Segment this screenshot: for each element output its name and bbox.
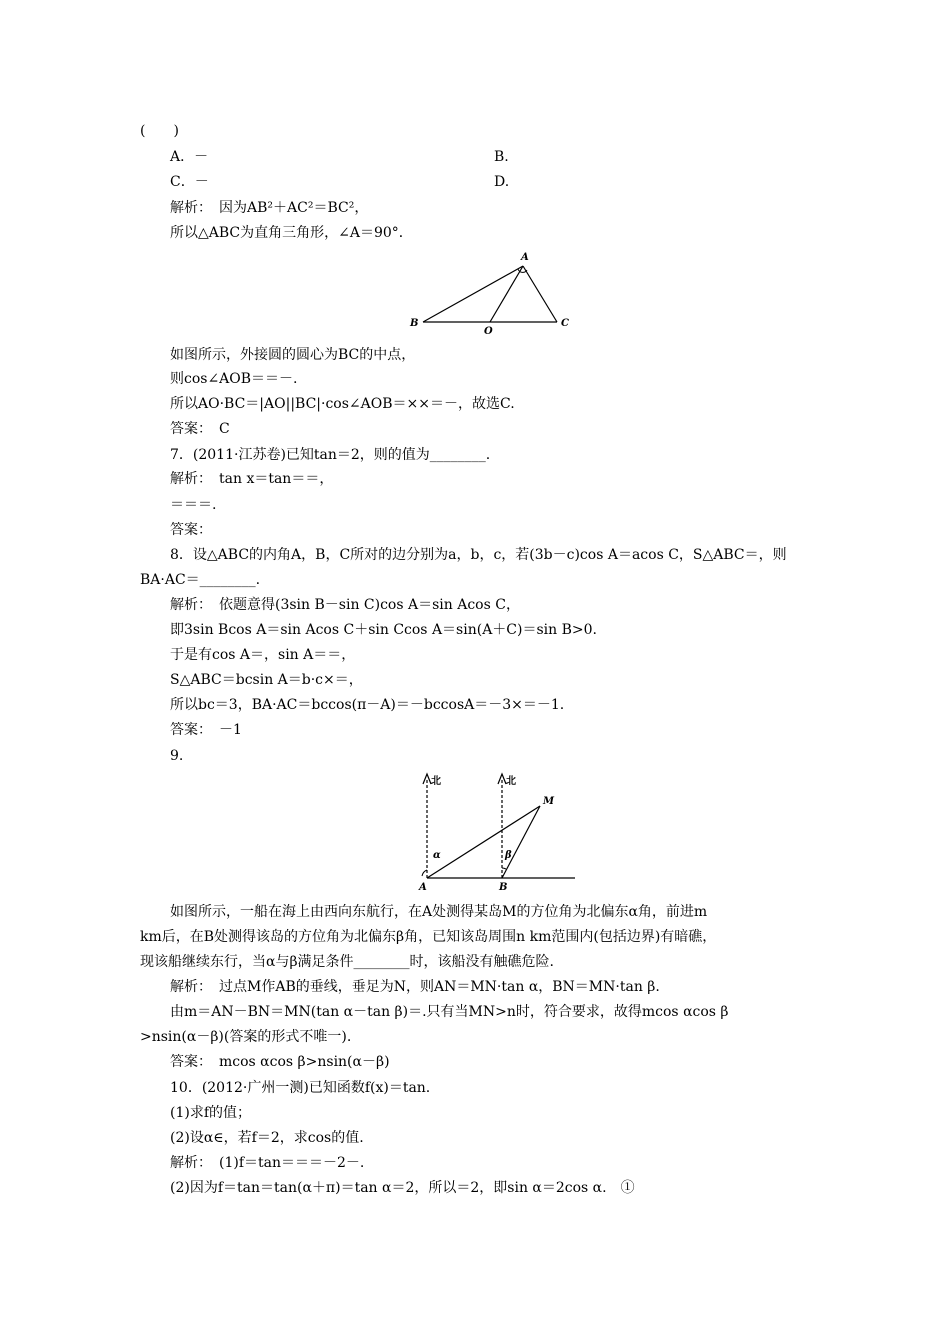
option-a: A．－: [170, 149, 209, 165]
question-9: 9.: [170, 748, 184, 764]
navigation-figure: [405, 766, 585, 896]
answer-line: 答案： mcos αcos β>nsin(α－β): [170, 1054, 390, 1070]
text-line: S△ABC＝bcsin A＝b·c×＝，: [170, 672, 363, 688]
paren-blank: ( ): [140, 123, 179, 139]
text-line: (2)设α∈，若f＝2，求cos的值.: [170, 1130, 364, 1146]
fig1-label-o: O: [484, 326, 493, 337]
text-line: 于是有cos A＝，sin A＝＝，: [170, 647, 356, 663]
text-line: 所以AO·BC＝|AO||BC|·cos∠AOB＝××＝－，故选C.: [170, 396, 515, 412]
option-c: C．－: [170, 174, 209, 190]
text-line: 由m＝AN－BN＝MN(tan α－tan β)＝.只有当MN>n时，符合要求，故得mcos αcos β: [170, 1004, 729, 1020]
text-line: 解析： tan x＝tan＝＝，: [170, 471, 334, 487]
fig2-label-alpha: α: [433, 850, 441, 861]
text-line: km后，在B处测得该岛的方位角为北偏东β角，已知该岛周围n km范围内(包括边界)有暗礁，: [140, 929, 717, 945]
text-line: 现该船继续东行，当α与β满足条件________时，该船没有触礁危险.: [140, 954, 554, 970]
text-line: 所以bc＝3，BA·AC＝bccos(π－A)＝－bccosA＝－3×＝－1.: [170, 697, 565, 713]
question-7: 7．(2011·江苏卷)已知tan＝2，则的值为________.: [170, 447, 491, 463]
text-line: 即3sin Bcos A＝sin Acos C＋sin Ccos A＝sin(A＋C)＝sin B>0.: [170, 622, 597, 638]
fig2-label-a: A: [419, 882, 427, 893]
triangle-figure: [405, 246, 585, 340]
text-line: 如图所示，一船在海上由西向东航行，在A处测得某岛M的方位角为北偏东α角，前进m: [170, 904, 708, 920]
fig2-label-b: B: [499, 882, 508, 893]
fig2-label-north-a: 北: [431, 776, 441, 787]
fig1-label-c: C: [561, 318, 569, 329]
text-line: >nsin(α－β)(答案的形式不唯一).: [140, 1029, 352, 1045]
fig2-label-north-b: 北: [506, 776, 516, 787]
fig1-label-a: A: [521, 252, 529, 263]
text-line: 解析： 过点M作AB的垂线，垂足为N，则AN＝MN·tan α，BN＝MN·tan β.: [170, 979, 660, 995]
text-line: 解析： 因为AB²＋AC²＝BC²，: [170, 200, 369, 216]
question-10: 10．(2012·广州一测)已知函数f(x)＝tan.: [170, 1080, 431, 1096]
question-8: 8．设△ABC的内角A，B，C所对的边分别为a，b，c，若(3b－c)cos A＝acos C，S△ABC＝，则: [170, 547, 787, 563]
text-line: ＝＝＝.: [170, 497, 217, 513]
text-line: BA·AC＝________.: [140, 572, 261, 588]
option-d: D.: [494, 174, 510, 190]
fig2-label-beta: β: [505, 850, 512, 861]
fig2-label-m: M: [543, 796, 555, 807]
text-line: (2)因为f＝tan＝tan(α＋π)＝tan α＝2，所以＝2，即sin α＝2cos α. ①: [170, 1180, 635, 1196]
text-line: (1)求f的值；: [170, 1105, 252, 1121]
text-line: 则cos∠AOB＝＝－.: [170, 371, 298, 387]
text-line: 解析： (1)f＝tan＝＝＝－2－.: [170, 1155, 365, 1171]
text-line: 如图所示，外接圆的圆心为BC的中点，: [170, 347, 416, 363]
answer-line: 答案：: [170, 522, 212, 538]
fig1-label-b: B: [410, 318, 419, 329]
answer-line: 答案： C: [170, 421, 230, 437]
option-b: B.: [494, 149, 509, 165]
text-line: 解析： 依题意得(3sin B－sin C)cos A＝sin Acos C，: [170, 597, 520, 613]
text-line: 所以△ABC为直角三角形，∠A＝90°．: [170, 225, 413, 241]
answer-line: 答案： －1: [170, 722, 242, 738]
